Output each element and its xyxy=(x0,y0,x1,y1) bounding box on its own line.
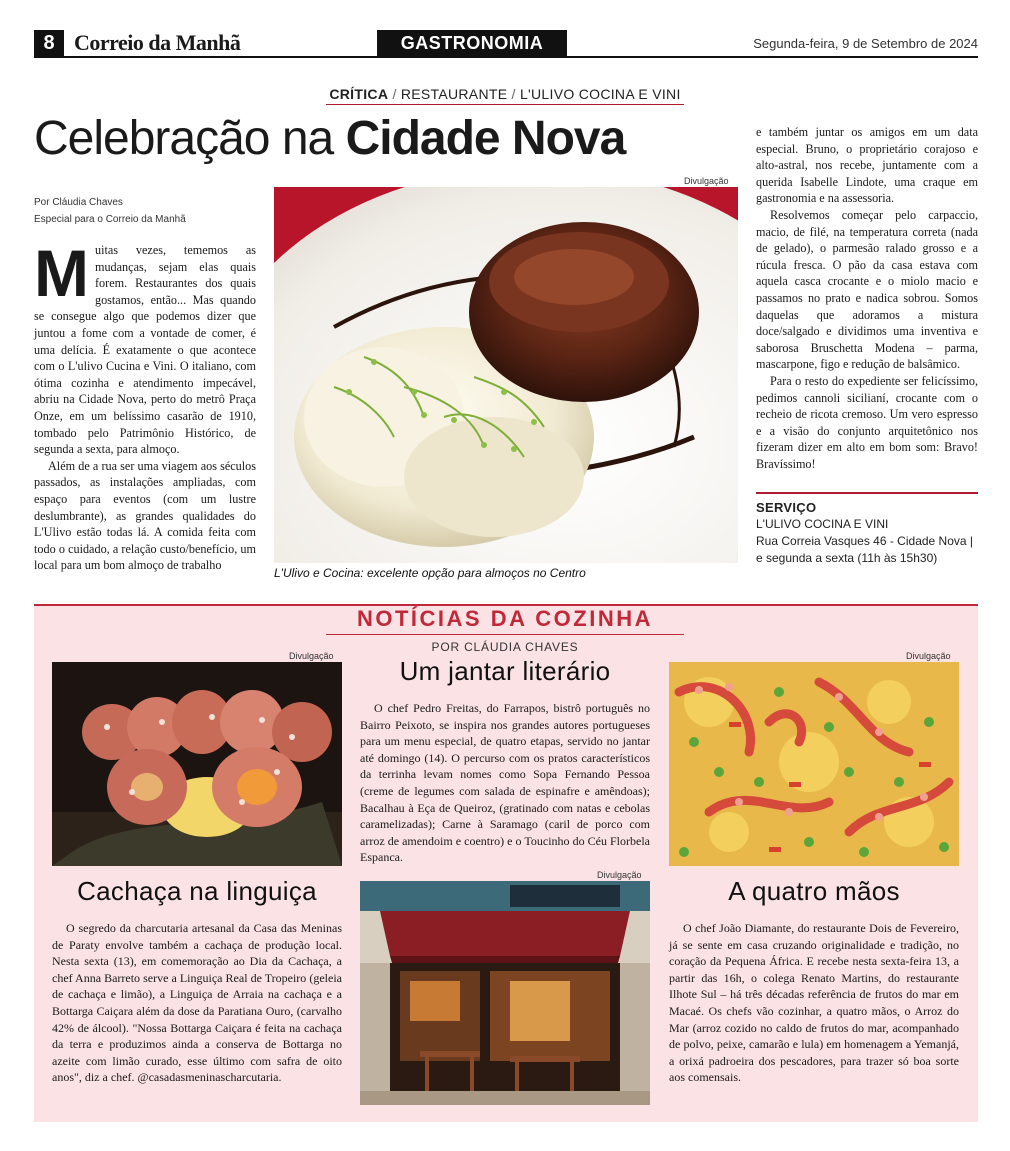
article-paragraph: Para o resto do expediente ser felicíssimo, pedimos cannoli sicilianí, crocante com o recheio de ricota cremoso. Um vero espresso e a visão do conjunto arquitetônico nos fizeram dizer em alto em bom som: Bravo! Bravíssimo! xyxy=(756,373,978,471)
masthead-logo: Correio da Manhã xyxy=(74,30,241,55)
restaurant-facade-photo xyxy=(360,881,650,1105)
news-text xyxy=(52,920,342,1086)
byline-author: Por Cláudia Chaves xyxy=(34,197,123,208)
news-headline: A quatro mãos xyxy=(728,876,900,906)
news-headline: Cachaça na linguiça xyxy=(77,876,317,906)
news-byline: POR CLÁUDIA CHAVES xyxy=(431,640,579,654)
byline-role: Especial para o Correio da Manhã xyxy=(34,214,186,225)
paella-photo xyxy=(669,662,959,866)
steak-risotto-photo xyxy=(274,187,738,563)
article-headline xyxy=(34,110,625,168)
article-kicker xyxy=(326,86,684,105)
photo-credit: Divulgação xyxy=(906,651,951,661)
kicker-sub1: RESTAURANTE xyxy=(400,86,508,102)
kicker-category: CRÍTICA xyxy=(329,86,389,102)
article-column-left xyxy=(34,236,256,574)
dropcap: M xyxy=(34,236,89,310)
article-paragraph: e também juntar os amigos em um data especial. Bruno, o proprietário corajoso e alto-astral, nos recebe, juntamente com a querida Isabelle Lindote, uma craque em gastronomia e na assessoria. xyxy=(756,125,978,206)
kicker-sub2: L'ULIVO COCINA E VINI xyxy=(519,86,681,102)
article-paragraph: Resolvemos começar pelo carpaccio, macio, de filé, na temperatura correta (nada de gelado), o parmesão ralado grosso e a rúcula fresca. O pão da casa estava com aquela casca crocante e o miolo macio e passamos no prato e nadica sobrou. Somos daquelas que adoramos a mistura doce/salgado e dividimos uma inventiva e saborosa Bruschetta Modena – parma, mascarpone, figo e redução de balsâmico. xyxy=(756,207,978,372)
issue-date: Segunda-feira, 9 de Setembro de 2024 xyxy=(753,36,978,51)
photo-credit: Divulgação xyxy=(684,176,729,186)
news-paragraph: O chef Pedro Freitas, do Farrapos, bistrô português no Bairro Peixoto, se inspira nos grandes autores portugueses para um menu especial, de quatro etapas, servido no jantar até domingo (14). O percurso com os pratos característicos da terrinha levam nomes como Sopa Fernando Pessoa (creme de legumes com salada de espinafre e amêndoas); Bacalhau à Eça de Queiroz, (gratinado com natas e cebolas caramelizadas); Carne à Saramago (caril de porco com arroz de amendoim e coentro) e o Toucinho do Céu Florbela Espanca. xyxy=(360,701,650,865)
page-header xyxy=(34,30,978,58)
kicker-separator: / xyxy=(392,86,397,102)
kicker-separator: / xyxy=(511,86,516,102)
headline-thin: Celebração na xyxy=(34,112,334,165)
service-name: L'ULIVO COCINA E VINI xyxy=(756,517,889,531)
news-paragraph: O chef João Diamante, do restaurante Dois de Fevereiro, já se sente em casa cruzando originalidade e tradição, no coração da Pequena África. E recebe nesta sexta-feira 13, a partir das 16h, o colega Renato Martins, do restaurante Ilhote Sul – há três décadas referência de frutos do mar em Macaé. Os chefs vão cozinhar, a quatro mãos, o Arroz do Mar (arroz cozido no caldo de frutos do mar, acompanhado de polvo, peixe, camarão e lula) em homenagem a Yemanjá, a orixá padroeira dos pescadores, para trazer só boa sorte aos comensais. xyxy=(669,921,959,1085)
article-column-right xyxy=(756,124,978,472)
article-paragraph: Além de a rua ser uma viagem aos séculos passados, as instalações ampliadas, com espaço para eventos (com um lustre deslumbrante), as grandes qualidades do L'Ulivo estão todas lá. A comida feita com todo o cuidado, a relação custo/benefício, um local para um bom almoço de trabalho xyxy=(34,458,256,573)
sausage-photo xyxy=(52,662,342,866)
news-text xyxy=(669,920,959,1086)
article-paragraph xyxy=(34,236,256,458)
news-paragraph: O segredo da charcutaria artesanal da Casa das Meninas de Paraty envolve também a cachaça de produção local. Nesta sexta (13), em comemoração ao Dia da Cachaça, a chef Anna Barreto serve a Linguiça Real de Tropeiro (geleia de cachaça e limão), a Linguiça de Arraia na cachaça e a Bottarga Caiçara além da dose da Paratiana Ouro, (carvalho 42% de álcool). "Nossa Bottarga Caiçara é feita na cachaça da terra e produzimos ainda a conserva de Bottarga no azeite com limão curado, esse último com safra de oito anos", diz a chef. @casadasmeninascharcutaria. xyxy=(52,921,342,1085)
news-text xyxy=(360,700,650,866)
paragraph-text: uitas vezes, tememos as mudanças, sejam elas quais forem. Restaurantes dos quais gostamos, então... Mas quando se consegue algo que podemos dizer que juntou a fome com a vontade de comer, é uma delícia. É exatamente o que acontece com o L'ulivo Cucina e Vini. O italiano, com ótima cozinha e atendimento impecável, abriu na Cidade Nova, perto do metrô Praça Onze, em um belíssimo casarão de 1910, tombado pelo Patrimônio Histórico, de segunda a sexta, para almoço. xyxy=(34,243,256,457)
photo-credit: Divulgação xyxy=(597,870,642,880)
page-number: 8 xyxy=(34,30,64,56)
service-details: Rua Correia Vasques 46 - Cidade Nova | e segunda a sexta (11h às 15h30) xyxy=(756,534,974,565)
news-section-title: NOTÍCIAS DA COZINHA xyxy=(326,606,684,635)
service-title: SERVIÇO xyxy=(756,500,817,515)
section-tag[interactable]: GASTRONOMIA xyxy=(377,30,567,56)
news-headline: Um jantar literário xyxy=(399,656,611,686)
photo-caption: L'Ulivo e Cocina: excelente opção para almoços no Centro xyxy=(274,566,586,580)
article-byline xyxy=(34,194,186,228)
photo-credit: Divulgação xyxy=(289,651,334,661)
service-box xyxy=(756,492,978,567)
headline-bold: Cidade Nova xyxy=(345,112,626,165)
